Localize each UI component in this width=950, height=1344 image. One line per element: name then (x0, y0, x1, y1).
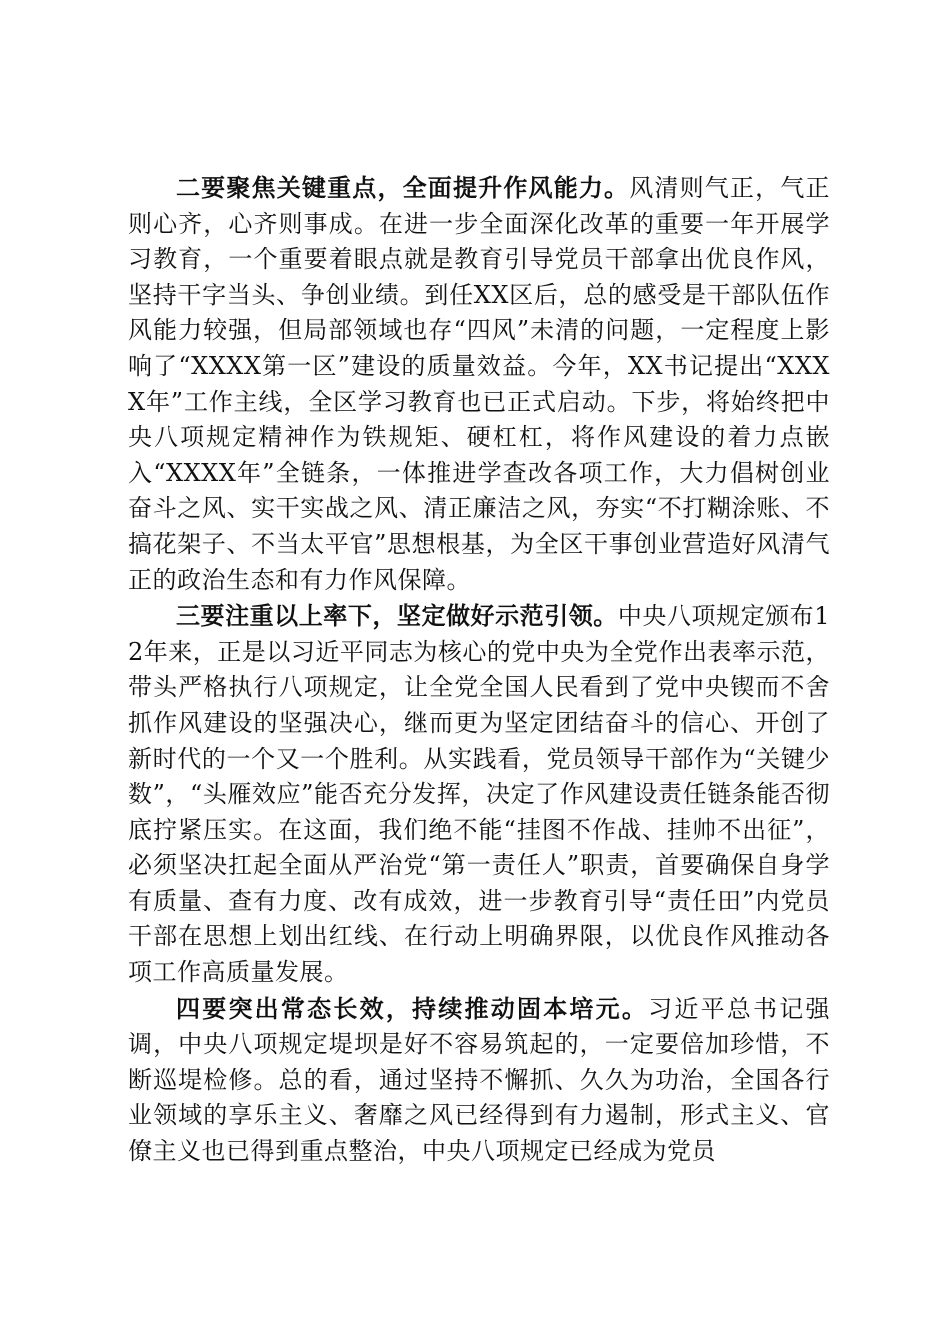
paragraph-3 (128, 598, 830, 991)
paragraph-2 (128, 170, 830, 598)
paragraph-2-text: 风清则气正，气正则心齐，心齐则事成。在进一步全面深化改革的重要一年开展学习教育，一个重要着眼点就是教育引导党员干部拿出优良作风，坚持干字当头、争创业绩。到任XX区后，总的感受是干部队伍作风能力较强，但局部领域也存“四风”未清的问题，一定程度上影响了“XXXX第一区”建设的质量效益。今年，XX书记提出“XXXX年”工作主线，全区学习教育也已正式启动。下步，将始终把中央八项规定精神作为铁规矩、硬杠杠，将作风建设的着力点嵌入“XXXX年”全链条，一体推进学查改各项工作，大力倡树创业奋斗之风、实干实战之风、清正廉洁之风，夯实“不打糊涂账、不搞花架子、不当太平官”思想根基，为全区干事创业营造好风清气正的政治生态和有力作风保障。 (128, 174, 831, 594)
paragraph-4-heading: 四要突出常态长效，持续推动固本培元。 (176, 993, 649, 1023)
paragraph-4-text: 习近平总书记强调，中央八项规定堤坝是好不容易筑起的，一定要倍加珍惜，不断巡堤检修。总的看，通过坚持不懈抓、久久为功治，全国各行业领域的享乐主义、奢靡之风已经得到有力遏制，形式主义、官僚主义也已得到重点整治，中央八项规定已经成为党员 (128, 994, 830, 1166)
paragraph-3-heading: 三要注重以上率下，坚定做好示范引领。 (176, 601, 618, 631)
paragraph-3-text: 中央八项规定颁布12年来，正是以习近平同志为核心的党中央为全党作出表率示范，带头严格执行八项规定，让全党全国人民看到了党中央锲而不舍抓作风建设的坚强决心，继而更为坚定团结奋斗的信心、开创了新时代的一个又一个胜利。从实践看，党员领导干部作为“关键少数”，“头雁效应”能否充分发挥，决定了作风建设责任链条能否彻底拧紧压实。在这面，我们绝不能“挂图不作战、挂帅不出征”，必须坚决扛起全面从严治党“第一责任人”职责，首要确保自身学有质量、查有力度、改有成效，进一步教育引导“责任田”内党员干部在思想上划出红线、在行动上明确界限，以优良作风推动各项工作高质量发展。 (128, 602, 830, 987)
document-body (128, 170, 830, 1170)
paragraph-4 (128, 991, 830, 1170)
paragraph-2-heading: 二要聚焦关键重点，全面提升作风能力。 (176, 173, 630, 202)
